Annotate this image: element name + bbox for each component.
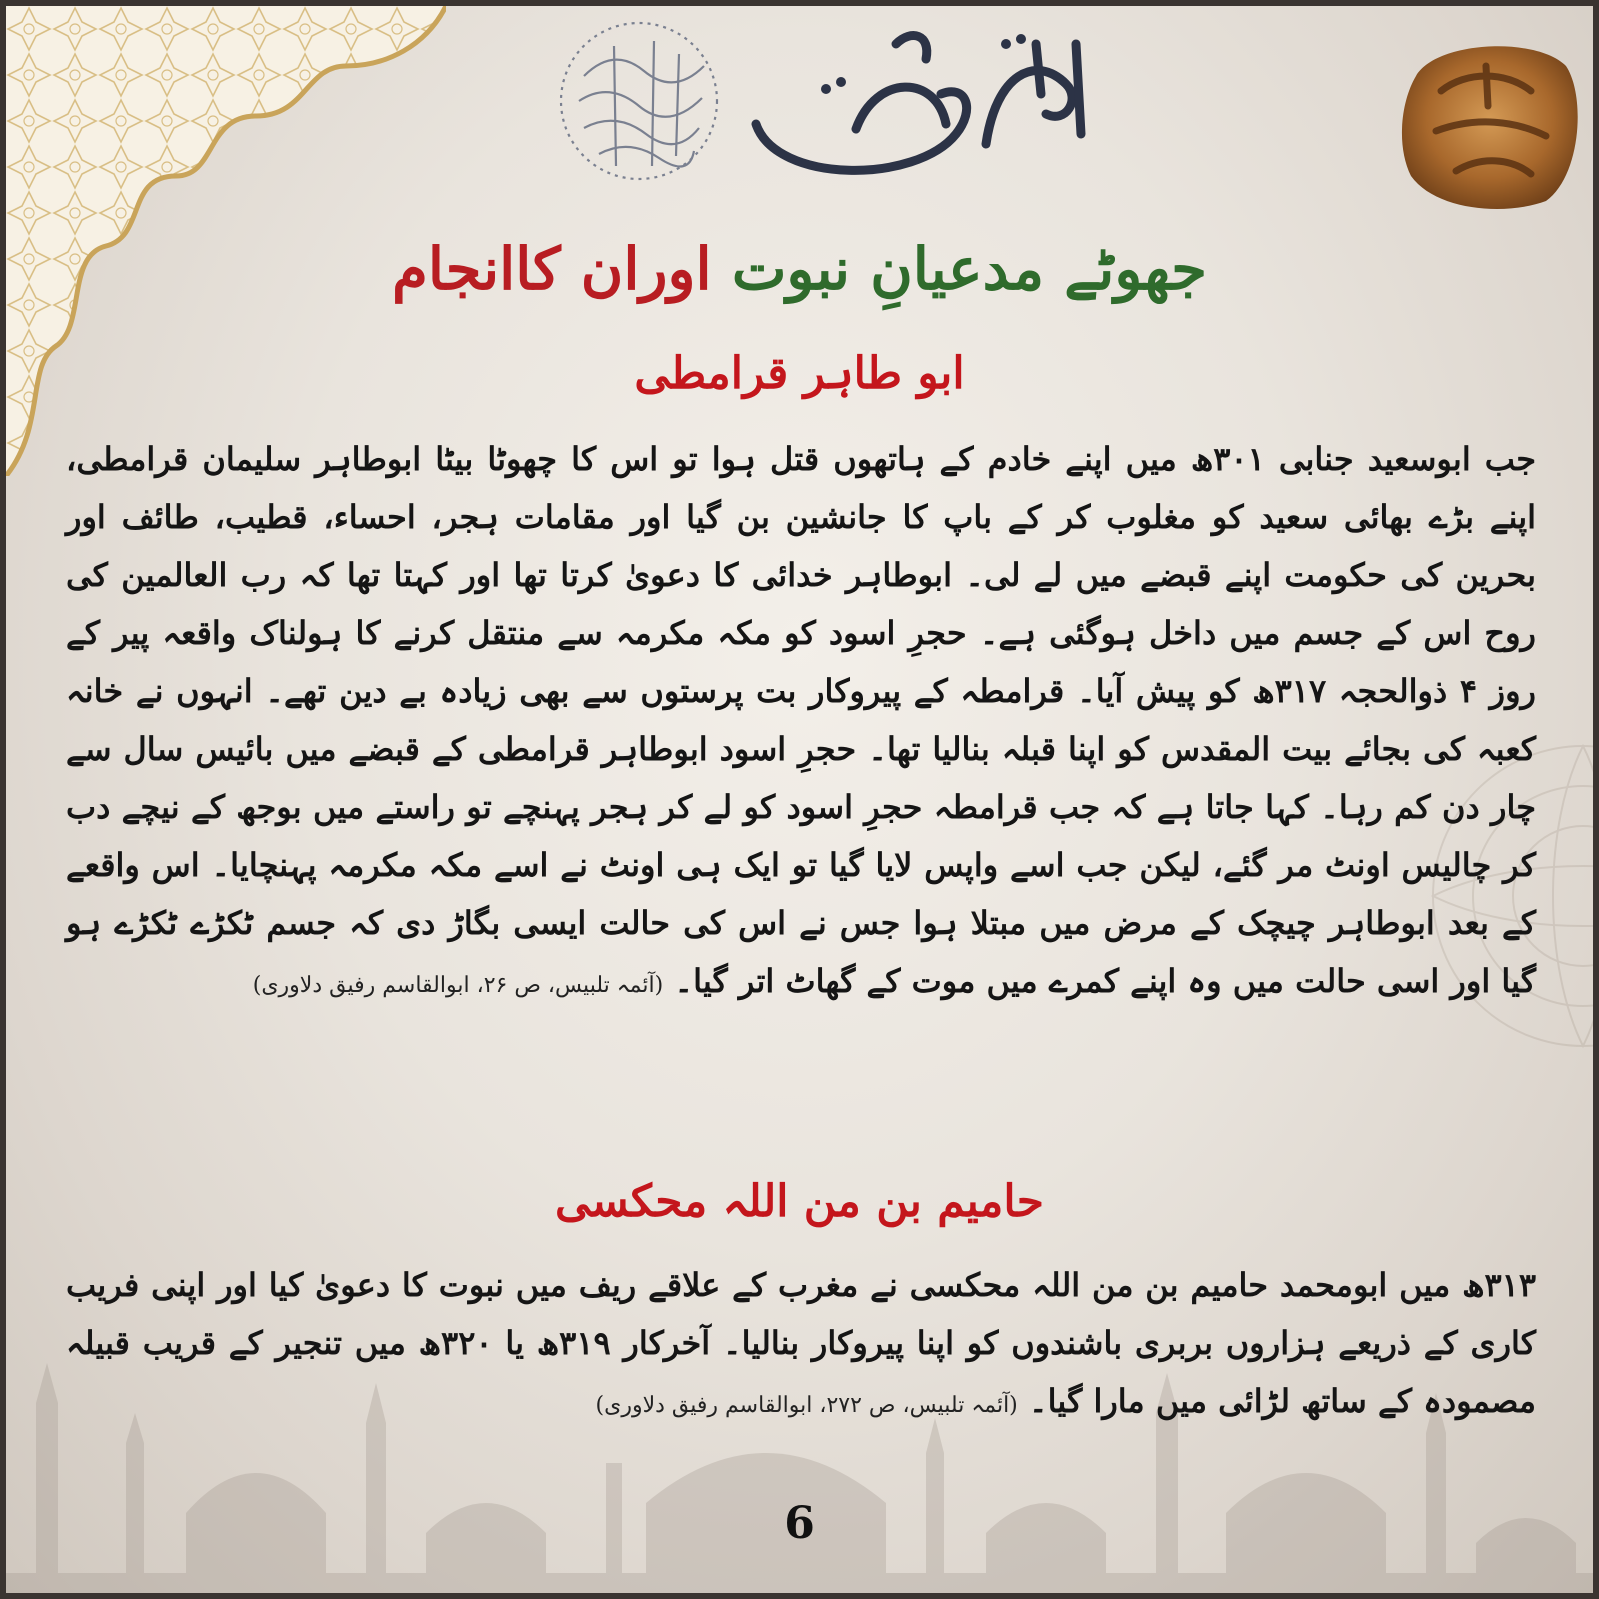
- title-part-green: جھوٹے مدعیانِ نبوت: [731, 235, 1207, 303]
- reference-citation: (آئمہ تلبیس، ص ۲۷۲، ابوالقاسم رفیق دلاوری): [595, 1393, 1018, 1418]
- section-heading-hamim: حامیم بن من اللہ محکسی: [555, 1176, 1044, 1227]
- title-part-red: اوران کاانجام: [392, 235, 712, 303]
- section-body-abu-tahir: [66, 430, 1536, 1015]
- calligraphy-logo-icon: [736, 14, 1116, 194]
- reference-citation: (آئمہ تلبیس، ص ۲۶، ابوالقاسم رفیق دلاوری): [252, 973, 664, 998]
- calligraphy-seal-icon: [554, 16, 724, 186]
- page-title: [6, 224, 1593, 314]
- page-number: 6: [784, 1498, 815, 1549]
- page: [6, 6, 1593, 1593]
- section-body-hamim: [66, 1256, 1536, 1435]
- body-text: ۳۱۳ھ میں ابومحمد حامیم بن من اللہ محکسی نے مغرب کے علاقے ریف میں نبوت کا دعویٰ کیا اور اپنی فریب کاری کے ذریعے ہزاروں بربری باشندوں کو اپنا پیروکار بنالیا۔ آخرکار ۳۱۹ھ یا ۳۲۰ھ میں تنجیر کے قریب قبیلہ مصمودہ کے ساتھ لڑائی میں مارا گیا۔: [66, 1266, 1537, 1420]
- body-text: جب ابوسعید جنابی ۳۰۱ھ میں اپنے خادم کے ہاتھوں قتل ہوا تو اس کا چھوٹا بیٹا ابوطاہر سلیمان قرامطی، اپنے بڑے بھائی سعید کو مغلوب کر کے باپ کا جانشین بن گیا اور مقامات ہجر، احساء، قطیب، طائف اور بحرین کی حکومت اپنے قبضے میں لے لی۔ ابوطاہر خدائی کا دعویٰ کرتا تھا اور کہتا تھا کہ رب العالمین کی روح اس کے جسم میں داخل ہوگئی ہے۔ حجرِ اسود کو مکہ مکرمہ سے منتقل کرنے کا ہولناک واقعہ پیر کے روز ۴ ذوالحجہ ۳۱۷ھ کو پیش آیا۔ قرامطہ کے پیروکار بت پرستوں سے بھی زیادہ بے دین تھے۔ انہوں نے خانہ کعبہ کی بجائے بیت المقدس کو اپنا قبلہ بنالیا تھا۔ حجرِ اسود ابوطاہر قرامطی کے قبضے میں بائیس سال سے چار دن کم رہا۔ کہا جاتا ہے کہ جب قرامطہ حجرِ اسود کو لے کر ہجر پہنچے تو راستے میں بوجھ کے نیچے دب کر چالیس اونٹ مر گئے، لیکن جب اسے واپس لایا گیا تو ایک ہی اونٹ نے اسے مکہ مکرمہ پہنچایا۔ اس واقعے کے بعد ابوطاہر چیچک کے مرض میں مبتلا ہوا جس نے اس کی حالت ایسی بگاڑ دی کہ جسم ٹکڑے ٹکڑے ہو گیا اور اسی حالت میں وہ اپنے کمرے میں موت کے گھاٹ اتر گیا۔: [66, 440, 1537, 1000]
- calligraphy-medallion-icon: [1396, 36, 1581, 211]
- section-heading-abu-tahir: ابو طاہر قرامطی: [634, 348, 965, 399]
